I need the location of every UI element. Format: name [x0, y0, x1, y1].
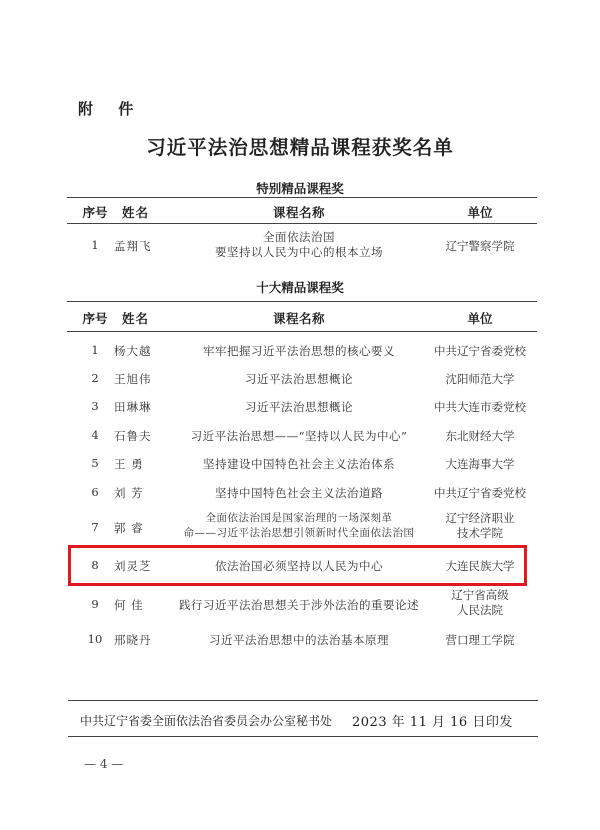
row-seq: 2 — [91, 371, 99, 385]
row-seq: 7 — [91, 520, 99, 534]
row-course: 全面依法治国是国家治理的一场深刻革 命——习近平法治思想引领新时代全面依法治国 — [183, 512, 415, 539]
table-rule — [67, 223, 537, 224]
col-header-course: 课程名称 — [272, 311, 325, 326]
row-seq: 3 — [91, 399, 99, 413]
row-unit: 大连海事大学 — [445, 457, 515, 471]
document-title: 习近平法治思想精品课程获奖名单 — [146, 136, 454, 159]
col-header-name: 姓名 — [122, 205, 150, 220]
row-unit: 辽宁省高级 人民法院 — [451, 588, 509, 617]
row-course: 习近平法治思想概论 — [245, 372, 353, 386]
row-unit: 辽宁经济职业 技术学院 — [445, 511, 515, 540]
row-unit: 东北财经大学 — [445, 429, 515, 443]
row-unit: 中共辽宁省委党校 — [434, 344, 526, 358]
row-name: 孟翔飞 — [114, 239, 152, 253]
special-award-heading: 特别精品课程奖 — [256, 181, 344, 196]
row-unit: 辽宁警察学院 — [445, 239, 515, 253]
top-ten-heading: 十大精品课程奖 — [256, 280, 344, 295]
row-name: 王 勇 — [114, 457, 144, 471]
page-number: — 4 — — [84, 757, 124, 771]
table-rule — [67, 331, 537, 332]
row-course: 依法治国必须坚持以人民为中心 — [215, 559, 383, 573]
row-course: 习近平法治思想——“坚持以人民为中心” — [190, 429, 408, 443]
attachment-label: 附 件 — [78, 100, 144, 118]
col-header-seq: 序号 — [82, 311, 108, 326]
footer-rule — [68, 736, 538, 737]
row-seq: 9 — [91, 597, 99, 611]
row-name: 杨大越 — [114, 344, 152, 358]
row-course: 全面依法治国 要坚持以人民为中心的根本立场 — [215, 230, 383, 259]
row-seq: 4 — [91, 428, 99, 442]
row-seq: 5 — [91, 456, 99, 470]
highlight-box — [68, 545, 527, 586]
table-rule — [67, 197, 537, 198]
footer-rule — [68, 700, 538, 701]
row-unit: 营口理工学院 — [445, 633, 515, 647]
row-unit: 大连民族大学 — [445, 559, 515, 573]
footer-issuer: 中共辽宁省委全面依法治省委员会办公室秘书处 — [80, 714, 333, 728]
row-unit: 中共辽宁省委党校 — [434, 486, 526, 500]
row-seq: 10 — [87, 632, 103, 646]
row-course: 习近平法治思想中的法治基本原理 — [209, 633, 389, 647]
row-name: 刘 芳 — [114, 486, 144, 500]
col-header-unit: 单位 — [467, 311, 493, 326]
row-course: 践行习近平法治思想关于涉外法治的重要论述 — [179, 598, 419, 612]
col-header-seq: 序号 — [82, 205, 108, 220]
row-name: 何 佳 — [114, 598, 144, 612]
row-name: 刘灵芝 — [114, 559, 152, 573]
row-unit: 沈阳师范大学 — [445, 372, 515, 386]
row-seq: 6 — [91, 485, 99, 499]
row-unit: 中共大连市委党校 — [434, 400, 526, 414]
row-seq: 1 — [91, 238, 99, 252]
row-seq: 1 — [91, 343, 99, 357]
row-course: 坚持建设中国特色社会主义法治体系 — [203, 457, 395, 471]
footer-date: 2023 年 11 月 16 日印发 — [352, 715, 513, 730]
row-name: 田琳琳 — [114, 400, 152, 414]
row-name: 邢晓丹 — [114, 633, 152, 647]
col-header-unit: 单位 — [467, 205, 493, 220]
col-header-course: 课程名称 — [272, 205, 325, 220]
table-rule — [67, 301, 537, 302]
row-course: 习近平法治思想概论 — [245, 400, 353, 414]
row-seq: 8 — [91, 558, 99, 572]
row-course: 牢牢把握习近平法治思想的核心要义 — [203, 344, 395, 358]
row-name: 石鲁夫 — [114, 429, 152, 443]
col-header-name: 姓名 — [122, 311, 150, 326]
row-name: 王旭伟 — [114, 372, 152, 386]
row-name: 郭 睿 — [114, 521, 144, 535]
row-course: 坚持中国特色社会主义法治道路 — [215, 486, 383, 500]
